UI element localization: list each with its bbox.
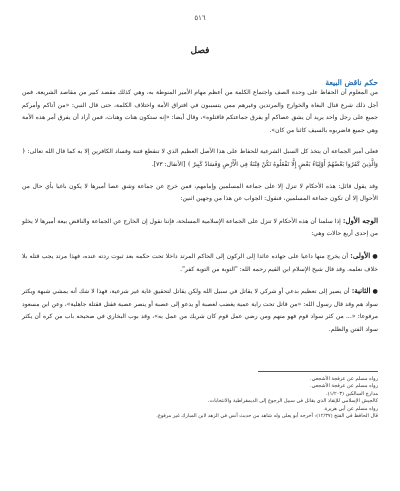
footnote: مدارج السالكين (١/٢٠٣). bbox=[326, 390, 378, 397]
footnotes bbox=[22, 376, 378, 422]
case-two-text: أن يصير إلى تعظيم بدعي أو شركي لا يقاتل في سبيل الله ولكن يقاتل لتحقيق غاية غير شرعية، فهذا لا شك أنه يمشي شبهة ويكثر سواد هم وقد قال رسول الله: «من قاتل تحت راية عمية يغضب لعصبة أو يدعو إلى عصبة أو ينصر عصبة فقتل فقتلة جاهلية»، وعن ابن مسعود مرفوعا: «... من كثر سواد قوم فهو منهم ومن رضي عمل قوم كان شريك من عمل به»، وقد بوب البخاري في صحيحه باب من كره أن يكثر سواد الفتن والظلم. bbox=[22, 288, 378, 333]
footnote: قال الحافظ في الفتح (١٢/٣٧): أخرجه أبو يعلى وله شاهد من حديث أنس في الزهد لابن المبارك غير مرفوع. bbox=[156, 413, 378, 420]
first-aspect-label: الوجه الأول: bbox=[342, 215, 379, 225]
section-heading: حكم ناقض البيعة bbox=[325, 78, 378, 87]
footnote: رواه مسلم عن عرفجة الأشجعي. bbox=[310, 383, 378, 390]
paragraph-objection: وقد يقول قائل: هذه الأحكام لا تنزل إلا على جماعة المسلمين وإمامهم، فمن خرج عن جماعة وشق عصا أميرها لا يكون باغيا بأي حال من الأحوال إلا أن تكون جماعة المسلمين، فنقول: الجواب عن هذا من وجهين اثنين: bbox=[22, 182, 378, 203]
paragraph-emir-duty-text: فعلى أمير الجماعة أن يتخذ كل السبل الشرعية للحفاظ على هذا الأصل العظيم الذي لا تنقطع فتنة وفساد الكافرين إلا به كما قال الله تعالى: ﴿ وَالَّذِينَ كَفَرُوا بَعْضُهُمْ أَوْلِيَاءُ بَعْضٍ إِلَّا تَفْعَلُوهُ تَكُنْ فِتْنَةٌ فِي الْأَرْضِ وَفَسَادٌ كَبِيرٌ ﴾ [الأنفال: ٧٣]. bbox=[22, 148, 378, 168]
case-one bbox=[22, 250, 378, 276]
footnote: كالجيش الإسلامي للإنقاذ الذي يقاتل في سبيل الرجوع إلى الديمقراطية والانتخابات. bbox=[207, 398, 378, 405]
footnote: رواه مسلم عن عرفجة الأشجعي. bbox=[310, 375, 378, 382]
case-one-text: أن يخرج منها داعيا على جهاده عائدا إلى الركون إلى الحاكم المرتد داخلا تحت حكمه بعد ثبوت ردته عنده، فهذا مرتد يجب قتله بلا خلاف نعلمه. وقد قال شيخ الإسلام ابن القيم رحمه الله: "التوبة من التوبة كفر". bbox=[22, 252, 378, 273]
case-one-label: الأولى: bbox=[350, 250, 371, 260]
section-title: فصل bbox=[190, 46, 210, 56]
first-aspect-text: إذا سلمنا أن هذه الأحكام لا تنزل على الجماعة الإسلامية المسلحة، فإننا نقول إن الخارج عن الجماعة والناقض بيعة أميرها لا يخلو من إحدى أربع حالات وهي: bbox=[22, 217, 378, 238]
bullet-icon: ● bbox=[370, 252, 378, 260]
footnote-divider bbox=[258, 371, 378, 372]
bullet-icon: ● bbox=[370, 288, 378, 296]
paragraph-emir-duty bbox=[22, 146, 378, 171]
paragraph-intro: من المعلوم أن الحفاظ على وحدة الصف واجتماع الكلمة من أعظم مهام الأمير المنوطة به، وهي كذلك مقصد كبير من مقاصد الشريعة. فمن أجل ذلك شرع قتال البغاة والخوارج والمرتدين وغيرهم ممن يتسببون في افتراق الأمة واختلاف الكلمة، حتى قال النبي: «من أتاكم وأمركم جميع على رجل واحد يريد أن يشق عصاكم أو يفرق جماعتكم فاقتلوه»، وقال أيضا: «إنه ستكون هنات وهنات، فمن أراد أن يفرق أمر هذه الأمة وهي جميع فاضربوه بالسيف كائنا من كان». bbox=[22, 89, 378, 134]
footnote: رواه مسلم عن أبي هريرة. bbox=[323, 405, 378, 412]
page-number: ٥١٦ bbox=[194, 14, 206, 22]
first-aspect bbox=[22, 215, 378, 241]
case-two bbox=[22, 285, 378, 336]
case-two-label: الثانية: bbox=[351, 286, 371, 296]
